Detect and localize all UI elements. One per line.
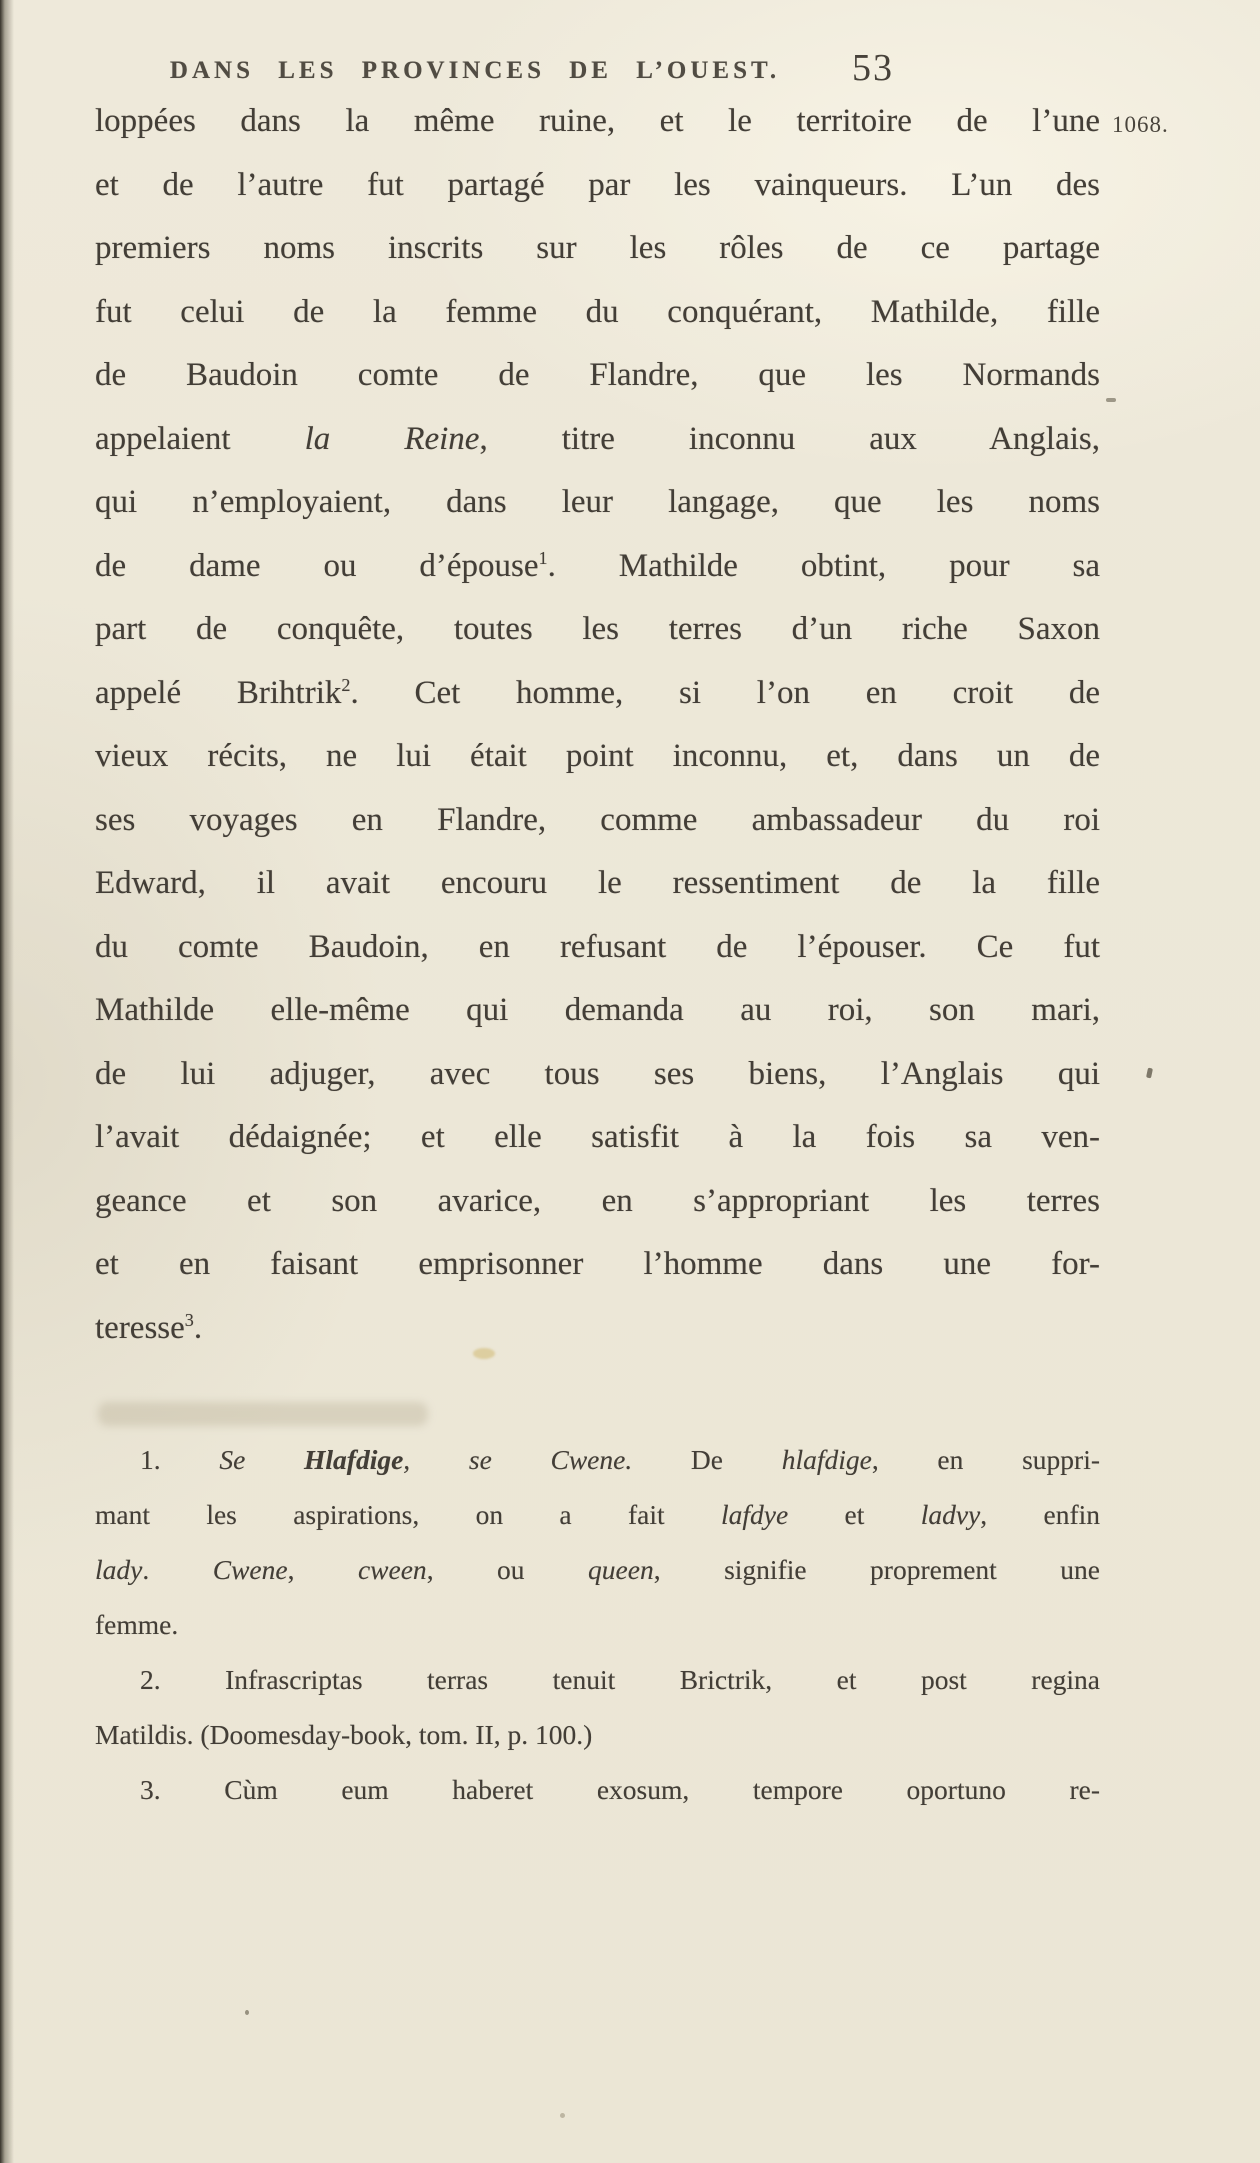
body-text-line: fut celui de la femme du conquérant, Mathilde, fille <box>95 293 1100 330</box>
body-text-line: geance et son avarice, en s’appropriant les terres <box>95 1182 1100 1219</box>
body-text-line: premiers noms inscrits sur les rôles de ce partage <box>95 230 1100 266</box>
body-text-line: et de l’autre fut partagé par les vainqueurs. L’un des <box>95 166 1100 203</box>
body-text-line: part de conquête, toutes les terres d’un riche Saxon <box>95 611 1100 647</box>
footnote-line: 2. Infrascriptas terras tenuit Brictrik, et post regina <box>140 1664 1100 1695</box>
body-text-line: qui n’employaient, dans leur langage, que les noms <box>95 484 1100 520</box>
paper-stain <box>473 1348 495 1359</box>
body-text-line: du comte Baudoin, en refusant de l’épouser. Ce fut <box>95 928 1100 965</box>
footnote-line: mant les aspirations, on a fait lafdye et ladvy, enfin <box>95 1499 1100 1530</box>
body-text-line: de dame ou d’épouse$^1$. Mathilde obtint, pour sa <box>95 547 1100 584</box>
running-header: DANS LES PROVINCES DE L’OUEST. <box>169 57 781 84</box>
footnote-line: lady. Cwene, cween, ou queen, signifie proprement une <box>95 1554 1101 1585</box>
body-text-line: et en faisant emprisonner l’homme dans une for- <box>95 1246 1100 1282</box>
body-text-line: de Baudoin comte de Flandre, que les Normands <box>95 357 1100 393</box>
margin-date-note: 1068. <box>1112 112 1169 137</box>
body-text-line: Edward, il avait encouru le ressentiment de la fille <box>95 865 1100 901</box>
body-text <box>95 90 1100 1360</box>
ink-ghost-smudge <box>98 1402 428 1426</box>
footnotes-block <box>95 1432 1100 1817</box>
body-text-line: Mathilde elle-même qui demanda au roi, son mari, <box>95 992 1100 1028</box>
paper-speck <box>1106 398 1116 402</box>
body-text-line: loppées dans la même ruine, et le territoire de l’une <box>95 103 1100 139</box>
footnote-line: Matildis. (Doomesday-book, tom. II, p. 100.) <box>95 1719 593 1750</box>
footnote-line: 3. Cùm eum haberet exosum, tempore oportuno re- <box>140 1774 1100 1805</box>
paper-speck <box>245 2010 249 2015</box>
paper-speck <box>1146 1068 1153 1079</box>
page-binding-shadow <box>0 0 14 2163</box>
body-text-line: appelaient la Reine, titre inconnu aux Anglais, <box>95 420 1100 457</box>
paper-speck <box>560 2113 565 2118</box>
footnote-line: 1. Se Hlafdige, se Cwene. De hlafdige, en suppri- <box>140 1444 1100 1475</box>
footnote-line: femme. <box>95 1609 179 1640</box>
body-text-line: teresse$^3$. <box>95 1309 203 1346</box>
page-number: 53 <box>852 47 894 89</box>
body-text-line: appelé Brihtrik$^2$. Cet homme, si l’on en croit de <box>95 674 1101 711</box>
body-text-line: l’avait dédaignée; et elle satisfit à la fois sa ven- <box>95 1119 1100 1155</box>
body-text-line: de lui adjuger, avec tous ses biens, l’Anglais qui <box>95 1055 1100 1092</box>
body-text-line: vieux récits, ne lui était point inconnu, et, dans un de <box>95 738 1100 774</box>
body-text-line: ses voyages en Flandre, comme ambassadeur du roi <box>95 801 1100 838</box>
